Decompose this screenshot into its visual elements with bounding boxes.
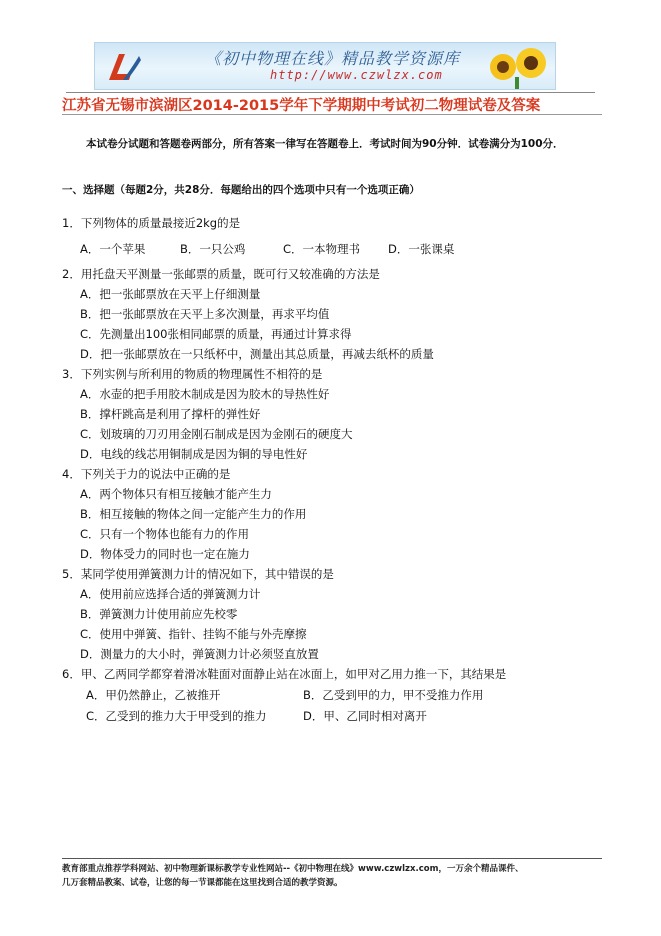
- sunflower-icon: [481, 43, 553, 89]
- option: D．测量力的大小时，弹簧测力计必须竖直放置: [80, 647, 319, 661]
- option: C．划玻璃的刀刃用金刚石制成是因为金刚石的硬度大: [80, 427, 353, 441]
- document-title: 江苏省无锡市滨湖区2014-2015学年下学期期中考试初二物理试卷及答案: [62, 98, 541, 114]
- option: A．使用前应选择合适的弹簧测力计: [80, 587, 261, 601]
- option: A．把一张邮票放在天平上仔细测量: [80, 287, 261, 301]
- section-heading: 一、选择题（每题2分，共28分．每题给出的四个选项中只有一个选项正确）: [62, 184, 420, 196]
- option: B．把一张邮票放在天平上多次测量，再求平均值: [80, 307, 330, 321]
- option: B．相互接触的物体之间一定能产生力的作用: [80, 507, 307, 521]
- question-stem: 4．下列关于力的说法中正确的是: [62, 467, 231, 481]
- option: A．水壶的把手用胶木制成是因为胶木的导热性好: [80, 387, 330, 401]
- header-divider: [66, 92, 595, 93]
- option: D．物体受力的同时也一定在施力: [80, 547, 250, 561]
- question-stem: 2．用托盘天平测量一张邮票的质量，既可行又较准确的方法是: [62, 267, 380, 281]
- exam-instructions: 本试卷分试题和答题卷两部分，所有答案一律写在答题卷上．考试时间为90分钟．试卷满分为100分．: [86, 138, 564, 150]
- footer-divider: [62, 858, 602, 859]
- option: A．两个物体只有相互接触才能产生力: [80, 487, 272, 501]
- option: B．乙受到甲的力，甲不受推力作用: [303, 688, 484, 702]
- question-stem: 3．下列实例与所利用的物质的物理属性不相符的是: [62, 367, 323, 381]
- header-banner: [94, 42, 556, 90]
- option: B．弹簧测力计使用前应先校零: [80, 607, 238, 621]
- page-footer: [62, 862, 602, 890]
- banner-title: 《初中物理在线》精品教学资源库: [205, 49, 461, 68]
- option: C．先测量出100张相同邮票的质量，再通过计算求得: [80, 327, 352, 341]
- option: C．乙受到的推力大于甲受到的推力: [86, 709, 267, 723]
- option: B．撑杆跳高是利用了撑杆的弹性好: [80, 407, 261, 421]
- option: C．只有一个物体也能有力的作用: [80, 527, 250, 541]
- site-logo-icon: [103, 46, 143, 86]
- option: D．电线的线芯用铜制成是因为铜的导电性好: [80, 447, 308, 461]
- footer-line-1: 教育部重点推荐学科网站、初中物理新课标教学专业性网站--《初中物理在线》www.czwlzx.com，一万余个精品课件、: [62, 864, 524, 874]
- option: C．一本物理书: [283, 242, 361, 256]
- question-stem: 1．下列物体的质量最接近2kg的是: [62, 216, 241, 230]
- question-stem: 6．甲、乙两同学都穿着滑冰鞋面对面静止站在冰面上，如甲对乙用力推一下，其结果是: [62, 667, 507, 681]
- option: A．一个苹果: [80, 242, 146, 256]
- option: A．甲仍然静止，乙被推开: [86, 688, 221, 702]
- option: D．把一张邮票放在一只纸杯中，测量出其总质量，再减去纸杯的质量: [80, 347, 434, 361]
- option: B．一只公鸡: [180, 242, 246, 256]
- option: C．使用中弹簧、指针、挂钩不能与外壳摩擦: [80, 627, 307, 641]
- footer-line-2: 几万套精品教案、试卷，让您的每一节课都能在这里找到合适的教学资源。: [62, 878, 343, 888]
- title-underline: [62, 114, 602, 115]
- option: D．一张课桌: [388, 242, 455, 256]
- option: D．甲、乙同时相对离开: [303, 709, 427, 723]
- question-stem: 5．某同学使用弹簧测力计的情况如下，其中错误的是: [62, 567, 334, 581]
- banner-url: http://www.czwlzx.com: [270, 68, 443, 82]
